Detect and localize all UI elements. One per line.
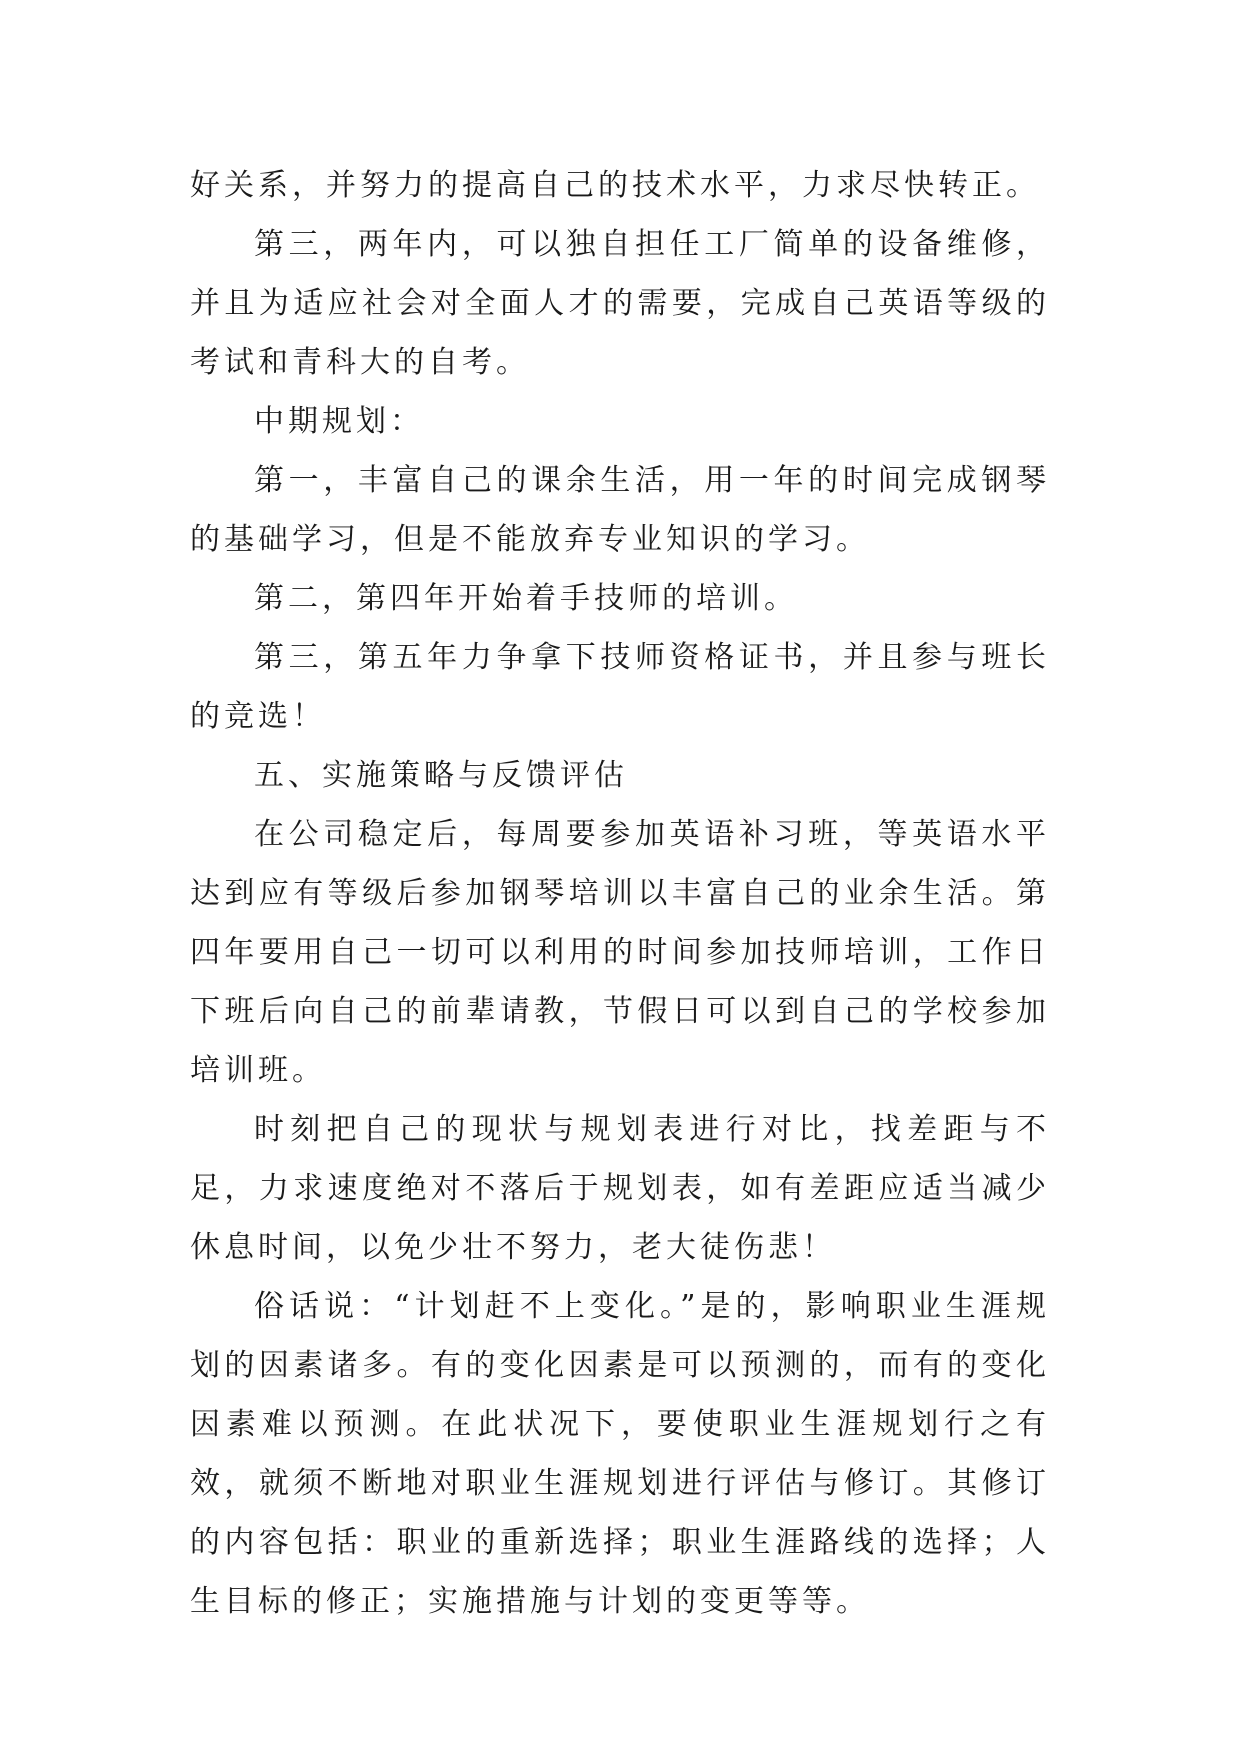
paragraph-8: 在公司稳定后，每周要参加英语补习班，等英语水平达到应有等级后参加钢琴培训以丰富自己的业余生活。第四年要用自己一切可以利用的时间参加技师培训，工作日下班后向自己的前辈请教，节假日可以到自己的学校参加培训班。 bbox=[190, 817, 1050, 1088]
paragraph-2: 第三，两年内，可以独自担任工厂简单的设备维修，并且为适应社会对全面人才的需要，完成自己英语等级的考试和青科大的自考。 bbox=[190, 227, 1050, 380]
section-heading-mid-term-plan: 中期规划： bbox=[254, 404, 424, 439]
paragraph-1: 好关系，并努力的提高自己的技术水平，力求尽快转正。 bbox=[190, 168, 1040, 203]
paragraph-4: 第一，丰富自己的课余生活，用一年的时间完成钢琴的基础学习，但是不能放弃专业知识的学习。 bbox=[190, 463, 1050, 557]
paragraph-5: 第二，第四年开始着手技师的培训。 bbox=[254, 581, 798, 616]
paragraph-6: 第三，第五年力争拿下技师资格证书，并且参与班长的竞选！ bbox=[190, 640, 1050, 734]
paragraph-10: 俗话说：“计划赶不上变化。”是的，影响职业生涯规划的因素诸多。有的变化因素是可以预测的，而有的变化因素难以预测。在此状况下，要使职业生涯规划行之有效，就须不断地对职业生涯规划进行评估与修订。其修订的内容包括：职业的重新选择；职业生涯路线的选择；人生目标的修正；实施措施与计划的变更等等。 bbox=[190, 1289, 1050, 1619]
section-heading-strategy: 五、实施策略与反馈评估 bbox=[254, 758, 628, 793]
document-body bbox=[190, 156, 1050, 1631]
paragraph-9: 时刻把自己的现状与规划表进行对比，找差距与不足，力求速度绝对不落后于规划表，如有差距应适当减少休息时间，以免少壮不努力，老大徒伤悲！ bbox=[190, 1112, 1050, 1265]
